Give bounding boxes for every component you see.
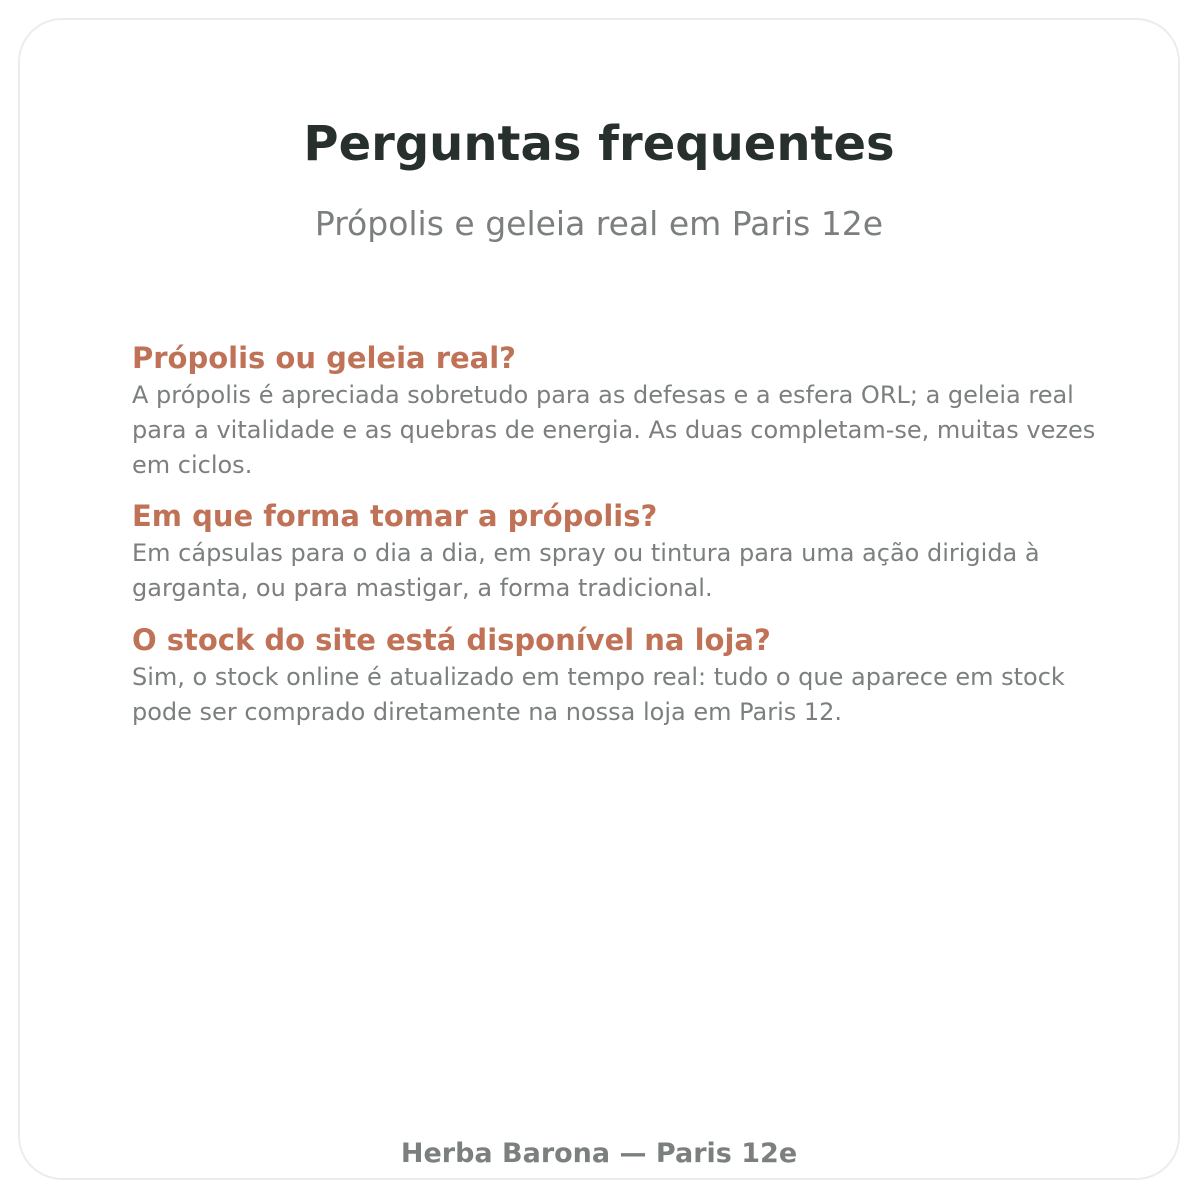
page-title: Perguntas frequentes [303,116,895,172]
faq-answer: A própolis é apreciada sobretudo para as defesas e a esfera ORL; a geleia real para a vitalidade e as quebras de energia. As duas completam-se, muitas vezes em ciclos. [132,381,1096,479]
footer-brand: Herba Barona — Paris 12e [400,1138,798,1169]
faq-card [18,18,1180,1180]
faq-question: Em que forma tomar a própolis? [132,499,658,534]
page-subtitle: Própolis e geleia real em Paris 12e [314,204,884,243]
faq-item-stock-in-store [132,620,1122,730]
faq-item-propolis-form [132,496,1122,606]
faq-item-propolis-or-royal-jelly [132,338,1122,482]
faq-question: O stock do site está disponível na loja? [132,623,771,658]
faq-list [132,338,1122,744]
faq-answer: Sim, o stock online é atualizado em tempo real: tudo o que aparece em stock pode ser comprado diretamente na nossa loja em Paris 12. [132,663,1065,726]
faq-question: Própolis ou geleia real? [132,341,517,375]
faq-answer: Em cápsulas para o dia a dia, em spray ou tintura para uma ação dirigida à garganta, ou para mastigar, a forma tradicional. [132,539,1040,603]
